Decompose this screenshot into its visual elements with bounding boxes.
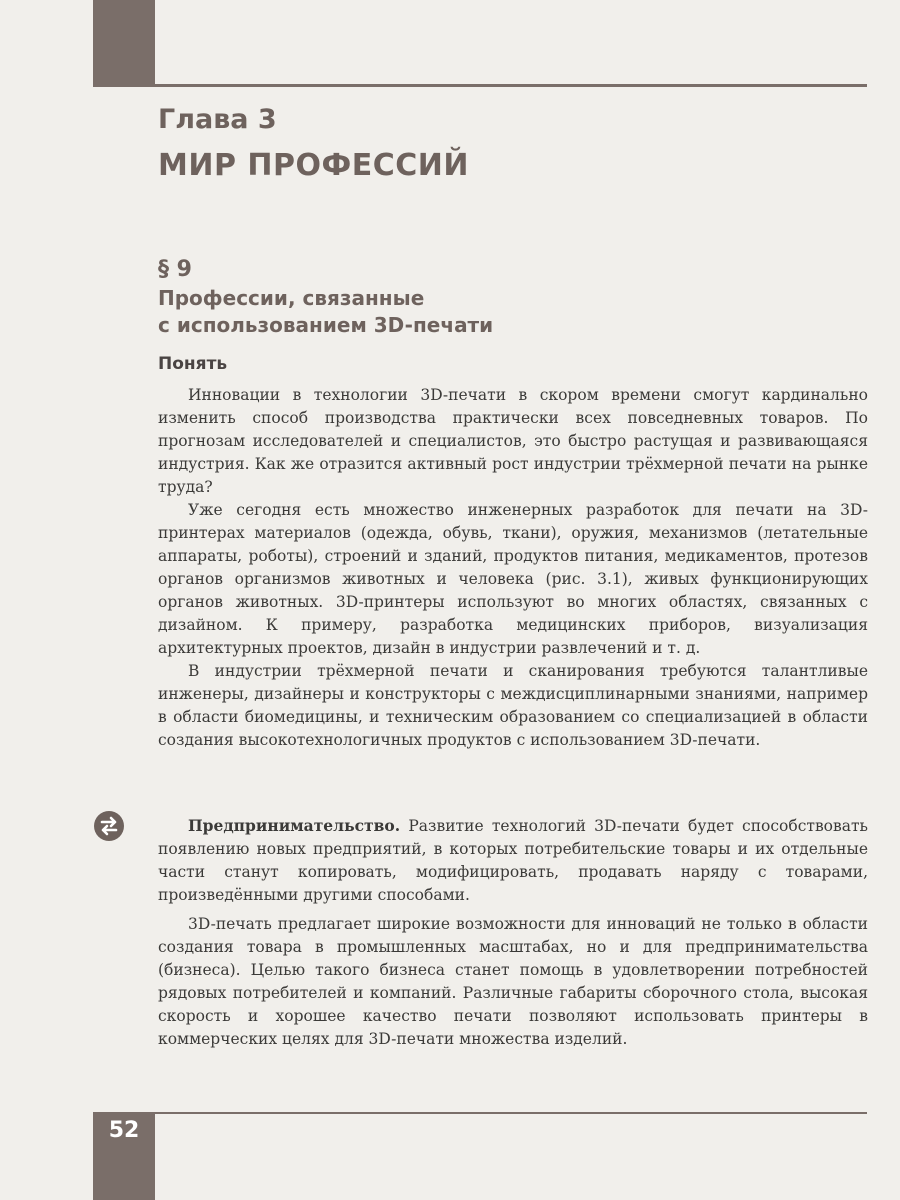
bottom-rule: [93, 1112, 867, 1114]
body-text-block-2: [158, 814, 868, 1051]
entrepreneurship-text: Развитие технологий 3D-печати будет способствовать появлению новых предприятий, в которых потребительские товары и их отдельные части станут копировать, модифицировать, продавать наряду с товарами, произведёнными другими способами.: [158, 817, 868, 904]
paragraph-3: В индустрии трёхмерной печати и сканирования требуются талантливые инженеры, дизайнеры и конструкторы с междисциплинарными знаниями, например в области биомедицины, и техническим образованием со специализацией в области создания высокотехнологичных продуктов с использованием 3D-печати.: [158, 662, 868, 749]
page-number: 52: [108, 1118, 140, 1143]
section-number: § 9: [158, 257, 192, 282]
entrepreneurship-lead: Предпринимательство.: [188, 816, 401, 835]
section-title: [158, 285, 758, 339]
paragraph-1: Инновации в технологии 3D-печати в скором времени смогут кардинально изменить способ производства практически всех повседневных товаров. По прогнозам исследователей и специалистов, это быстро растущая и развивающаяся индустрия. Как же отразится активный рост индустрии трёхмерной печати на рынке труда?: [158, 386, 868, 496]
section-title-line-2: с использованием 3D-печати: [158, 313, 494, 337]
section-title-line-1: Профессии, связанные: [158, 286, 425, 310]
body-text-block-1: [158, 384, 868, 752]
paragraph-2: Уже сегодня есть множество инженерных разработок для печати на 3D-принтерах материалов (одежда, обувь, ткани), оружия, механизмов (летательные аппараты, роботы), строений и зданий, продуктов питания, медикаментов, протезов органов организмов животных и человека (рис. 3.1), живых функционирующих органов животных. 3D-принтеры используют во многих областях, связанных с дизайном. К примеру, разработка медицинских приборов, визуализация архитектурных проектов, дизайн в индустрии развлечений и т. д.: [158, 501, 868, 657]
exchange-arrows-icon: [94, 811, 124, 841]
subheading: Понять: [158, 354, 228, 374]
entrepreneurship-paragraph: [158, 814, 868, 907]
top-rule: [93, 84, 867, 87]
chapter-label: Глава 3: [158, 104, 277, 135]
top-decor-block: [93, 0, 155, 86]
final-paragraph: 3D-печать предлагает широкие возможности для инноваций не только в области создания товара в промышленных масштабах, но и для предпринимательства (бизнеса). Целью такого бизнеса станет помощь в удовлетворении потребностей рядовых потребителей и компаний. Различные габариты сборочного стола, высокая скорость и хорошее качество печати позволяют использовать принтеры в коммерческих целях для 3D-печати множества изделий.: [158, 915, 868, 1048]
chapter-title: МИР ПРОФЕССИЙ: [158, 148, 469, 183]
